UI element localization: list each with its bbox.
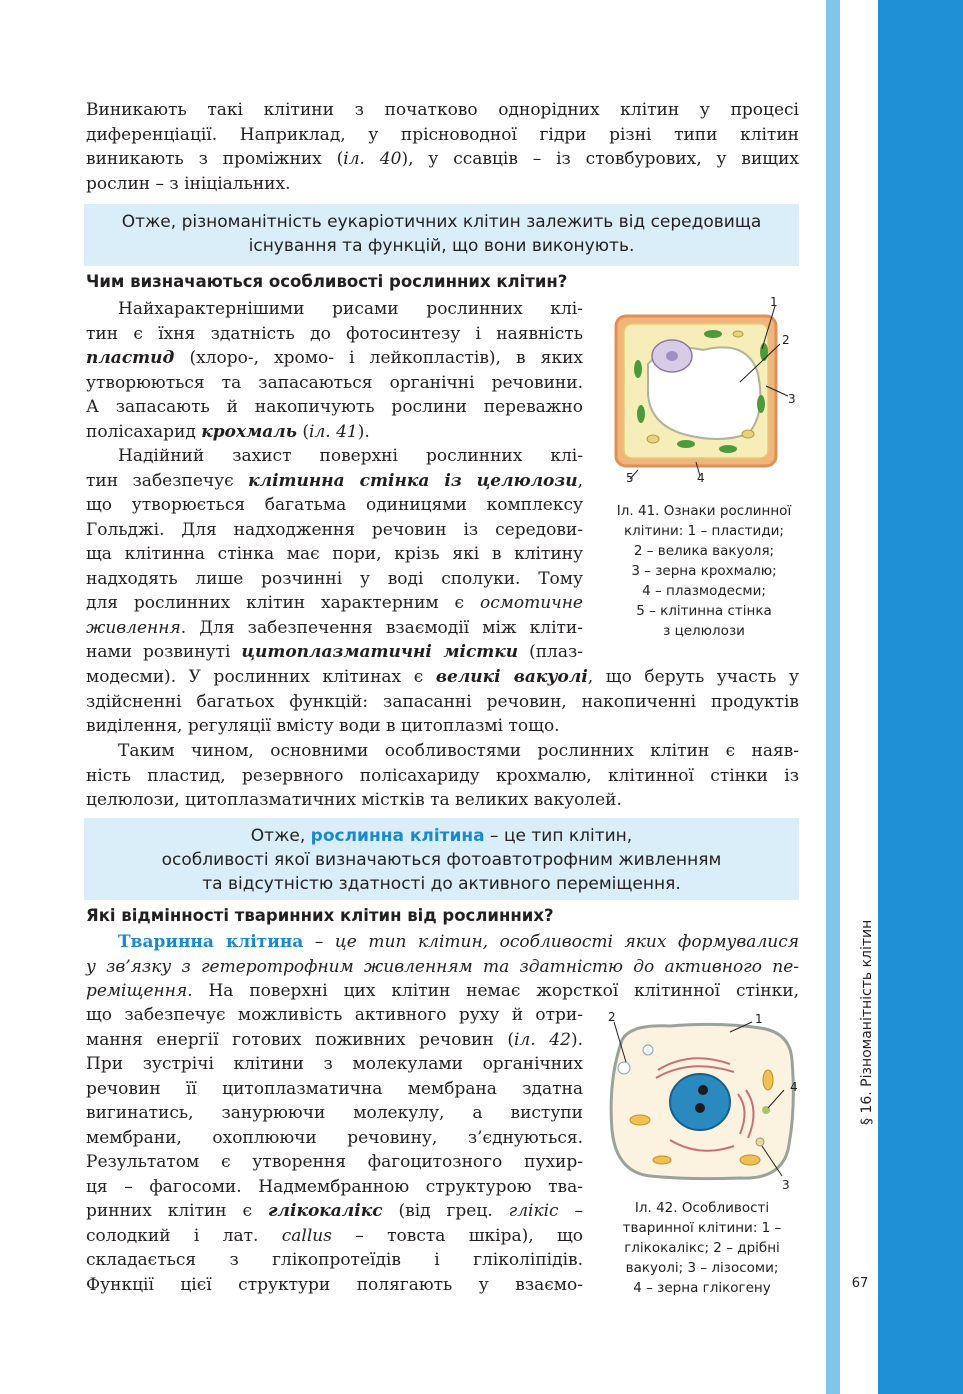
- text-line: Гольджі. Для надходження речовин із середови-: [86, 519, 583, 540]
- text-line: ця – фагосоми. Надмембранною структурою тва-: [86, 1176, 583, 1197]
- mitochondrion: [740, 1155, 760, 1165]
- plant-cell-illustration: [608, 294, 808, 494]
- running-head: § 16. Різноманітність клітин: [859, 919, 875, 1125]
- cell-wall-paragraph-wide: [86, 665, 799, 739]
- text-line: полісахарид крохмаль (іл. 41).: [86, 421, 370, 442]
- text-line: речовин її цитоплазматична мембрана здатна: [86, 1078, 583, 1099]
- text-line: диференціації. Наприклад, у прісноводної гідри різні типи клітин: [86, 124, 799, 145]
- summary-paragraph: [86, 739, 799, 813]
- cell-wall-paragraph: [86, 444, 583, 665]
- text-line: Виникають такі клітини з початково однорідних клітин у процесі: [86, 100, 799, 120]
- text-line: вигинатись, занурюючи молекулу, а виступи: [86, 1103, 583, 1123]
- plastid: [637, 405, 645, 423]
- plant-paragraph: [86, 297, 583, 444]
- plastid: [704, 330, 722, 338]
- callout-line: та відсутністю здатності до активного переміщення.: [202, 874, 681, 894]
- figure-label: 1: [770, 295, 778, 309]
- text-line: Надійний захист поверхні рослинних клі-: [118, 446, 583, 466]
- plastid: [757, 395, 765, 413]
- conclusion-box: [84, 204, 799, 266]
- definition-box: [84, 818, 799, 900]
- figure-label: 4: [790, 1080, 798, 1094]
- text-line: Функції цієї структури полягають у взаємо-: [86, 1274, 583, 1295]
- text-line: що забезпечує можливість активного руху й отри-: [86, 1005, 583, 1025]
- callout-line: Отже, рослинна клітина – це тип клітин,: [250, 826, 633, 846]
- animal-paragraph-wide: [86, 930, 799, 1004]
- margin-strip: [840, 0, 878, 1394]
- callout-line: особливості якої визначаються фотоавтотрофним живленням: [161, 850, 722, 870]
- plastid: [719, 445, 737, 453]
- animal-paragraph: [86, 1003, 583, 1297]
- text-line: утворюються та запасаються органічні речовини.: [86, 372, 583, 393]
- figure-label: 2: [782, 333, 790, 347]
- mitochondrion: [763, 1070, 773, 1090]
- mitochondrion: [630, 1115, 650, 1125]
- text-line: Таким чином, основними особливостями рослинних клітин є наяв-: [118, 741, 799, 761]
- figure-41-caption: Іл. 41. Ознаки рослинної клітини: 1 – пластиди; 2 – велика вакуоля; 3 – зерна крохмалю; 4 – плазмодесми; 5 – клітинна стінка з целюлози: [616, 503, 792, 639]
- intro-paragraph: [86, 98, 799, 196]
- text-line: здійсненні багатьох функцій: запасанні речовин, накопиченні продуктів: [86, 691, 799, 712]
- text-line: При зустрічі клітини з молекулами органічних: [86, 1054, 583, 1074]
- text-line: живлення. Для забезпечення взаємодії між кліти-: [86, 617, 583, 638]
- starch-grain: [733, 331, 743, 337]
- text-line: ща клітинна стінка має пори, крізь які в клітину: [86, 544, 583, 564]
- text-line: Результатом є утворення фагоцитозного пухир-: [86, 1152, 583, 1172]
- figure-label: 1: [755, 1012, 763, 1026]
- text-line: целюлози, цитоплазматичних містків та великих вакуолей.: [86, 790, 622, 810]
- text-line: ринних клітин є глікокалікс (від грец. глікіс –: [86, 1201, 583, 1221]
- section-heading: Чим визначаються особливості рослинних клітин?: [86, 272, 568, 291]
- text-line: виділення, регуляції вмісту води в цитоплазмі тощо.: [86, 716, 560, 736]
- text-line: для рослинних клітин характерним є осмотичне: [86, 593, 583, 613]
- text-line: рослин – з ініціальних.: [86, 173, 291, 194]
- text-line: Тваринна клітина – це тип клітин, особливості яких формувалися: [118, 932, 799, 952]
- figure-42-caption: Іл. 42. Особливості тваринної клітини: 1 – глікокалікс; 2 – дрібні вакуолі; 3 – лізосоми; 4 – зерна глікогену: [622, 1200, 782, 1296]
- text-line: у зв’язку з гетеротрофним живленням та здатністю до активного пе-: [86, 956, 799, 977]
- text-line: реміщення. На поверхні цих клітин немає жорсткої клітинної стінки,: [86, 981, 799, 1001]
- text-line: нами розвинуті цитоплазматичні містки (плаз-: [86, 642, 583, 662]
- text-line: солодкий і лат. callus – товста шкіра), що: [86, 1225, 583, 1246]
- starch-grain: [742, 430, 754, 438]
- text-line: Найхарактернішими рисами рослинних клі-: [118, 299, 583, 319]
- lysosome: [756, 1138, 764, 1146]
- figure-label: 3: [788, 392, 796, 406]
- page-number: 67: [851, 1276, 869, 1291]
- plastid: [677, 440, 695, 448]
- small-vacuole: [618, 1062, 630, 1074]
- starch-grain: [647, 435, 659, 443]
- plastid: [760, 343, 768, 361]
- figure-label: 2: [608, 1010, 616, 1024]
- text-line: виникають з проміжних (іл. 40), у ссавців – із стовбурових, у вищих: [86, 149, 799, 169]
- text-line: що утворюється багатьма одиницями комплексу: [86, 495, 583, 515]
- margin-bar-light: [826, 0, 840, 1394]
- figure-label: 4: [697, 471, 705, 485]
- text-line: ність пластид, резервного полісахариду крохмалю, клітинної стінки із: [86, 765, 799, 786]
- callout-line: існування та функцій, що вони виконують.: [248, 236, 635, 256]
- figure-label: 3: [782, 1178, 790, 1192]
- text-line: мембрани, охоплюючи речовину, з’єднуються.: [86, 1127, 583, 1148]
- callout-line: Отже, різноманітність еукаріотичних клітин залежить від середовища: [121, 212, 762, 232]
- text-line: пластид (хлоро-, хромо- і лейкопластів), в яких: [86, 348, 583, 368]
- section-heading: Які відмінності тваринних клітин від рослинних?: [86, 906, 554, 925]
- nucleus: [670, 1074, 730, 1130]
- text-line: надходять лише розчинні у воді сполуки. Тому: [86, 568, 583, 589]
- text-line: тин забезпечує клітинна стінка із целюлози,: [86, 470, 583, 491]
- text-line: модесми). У рослинних клітинах є великі вакуолі, що беруть участь у: [86, 667, 799, 687]
- text-line: А запасають й накопичують рослини переважно: [86, 397, 583, 417]
- text-line: складається з глікопротеїдів і гліколіпідів.: [86, 1250, 583, 1270]
- mitochondrion: [653, 1156, 671, 1164]
- text-line: тин є їхня здатність до фотосинтезу і наявність: [86, 323, 583, 344]
- figure-label: 5: [626, 471, 634, 485]
- small-vacuole: [643, 1045, 653, 1055]
- text-line: мання енергії готових поживних речовин (іл. 42).: [86, 1029, 583, 1050]
- animal-cell-illustration: [600, 1010, 810, 1200]
- plastid: [634, 360, 642, 378]
